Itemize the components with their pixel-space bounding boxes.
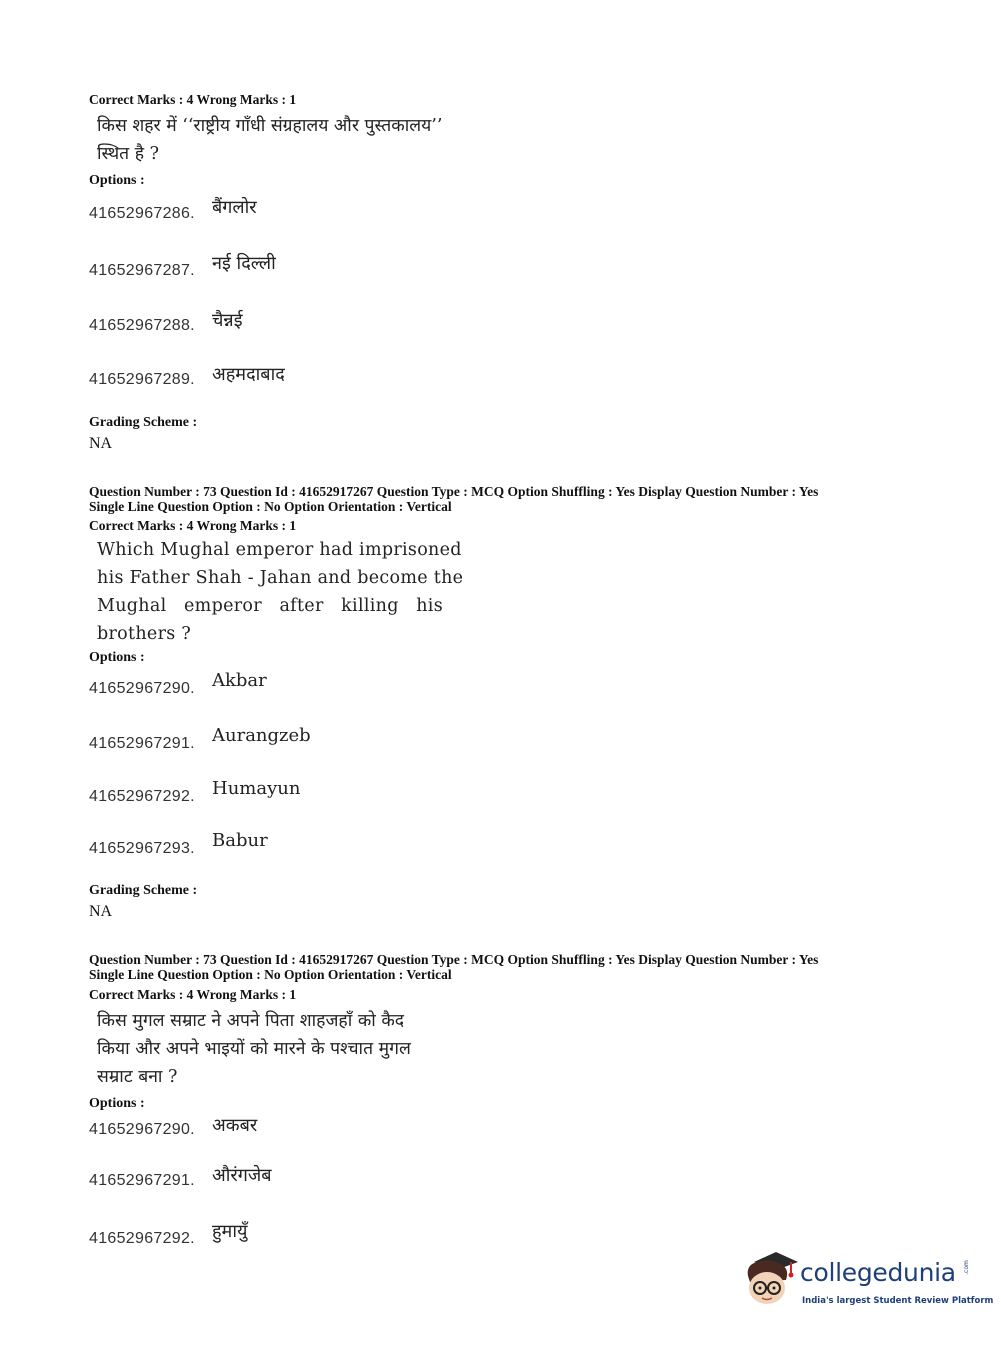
question-text-english (97, 536, 464, 648)
option-id: 41652967289. (89, 371, 195, 388)
question-line: Which Mughal emperor had imprisoned (97, 540, 462, 560)
option-text: Humayun (212, 778, 301, 799)
option-id: 41652967292. (89, 788, 195, 805)
options-label: Options : (89, 173, 145, 188)
question-line: Mughal emperor after killing his (97, 596, 443, 616)
question-header-line2: Single Line Question Option : No Option Orientation : Vertical (89, 499, 452, 514)
logo-com: .com (962, 1260, 970, 1275)
option-id: 41652967293. (89, 840, 195, 857)
option-text: चैन्नई (212, 310, 243, 331)
logo-tagline: India's largest Student Review Platform (802, 1296, 994, 1306)
option-id: 41652967288. (89, 317, 195, 334)
collegedunia-logo (740, 1248, 994, 1318)
question-line: his Father Shah - Jahan and become the (97, 568, 464, 588)
question-line: किस शहर में ‘‘राष्ट्रीय गाँधी संग्रहालय और पुस्तकालय’’ (97, 116, 443, 136)
option-id: 41652967286. (89, 205, 195, 222)
option-id: 41652967291. (89, 1172, 195, 1189)
option-text: नई दिल्ली (212, 253, 276, 274)
grading-scheme-value: NA (89, 903, 113, 920)
logo-wordmark: collegedunia (800, 1258, 956, 1287)
options-label: Options : (89, 1096, 145, 1111)
option-id: 41652967292. (89, 1230, 195, 1247)
question-line: स्थित है ? (97, 144, 159, 164)
option-text: अहमदाबाद (212, 364, 285, 385)
question-line: brothers ? (97, 624, 192, 644)
option-text: Aurangzeb (212, 725, 311, 746)
grading-scheme-value: NA (89, 435, 113, 452)
option-text: औरंगजेब (212, 1165, 272, 1186)
option-text: बैंगलोर (212, 197, 257, 218)
option-id: 41652967287. (89, 262, 195, 279)
option-text: हुमायुँ (212, 1221, 248, 1242)
marks-line: Correct Marks : 4 Wrong Marks : 1 (89, 518, 297, 533)
option-text: Akbar (212, 670, 267, 691)
option-id: 41652967290. (89, 1121, 195, 1138)
option-id: 41652967291. (89, 735, 195, 752)
option-text: Babur (212, 830, 268, 851)
option-text: अकबर (212, 1115, 258, 1136)
options-label: Options : (89, 650, 145, 665)
question-text-hindi (97, 1007, 411, 1091)
grading-scheme-label: Grading Scheme : (89, 883, 198, 898)
question-text-hindi (97, 112, 442, 168)
grading-scheme-label: Grading Scheme : (89, 415, 198, 430)
question-line: सम्राट बना ? (97, 1067, 178, 1087)
question-header: Question Number : 73 Question Id : 41652917267 Question Type : MCQ Option Shuffling : Yes Display Question Number : Yes (89, 484, 819, 499)
question-header: Question Number : 73 Question Id : 41652917267 Question Type : MCQ Option Shuffling : Yes Display Question Number : Yes (89, 952, 819, 967)
question-header-line2: Single Line Question Option : No Option Orientation : Vertical (89, 967, 452, 982)
mascot-icon (740, 1248, 802, 1310)
marks-line: Correct Marks : 4 Wrong Marks : 1 (89, 987, 297, 1002)
question-line: किस मुगल सम्राट ने अपने पिता शाहजहाँ को कैद (97, 1011, 405, 1031)
option-id: 41652967290. (89, 680, 195, 697)
marks-line: Correct Marks : 4 Wrong Marks : 1 (89, 92, 297, 107)
question-line: किया और अपने भाइयों को मारने के पश्चात मुगल (97, 1039, 411, 1059)
